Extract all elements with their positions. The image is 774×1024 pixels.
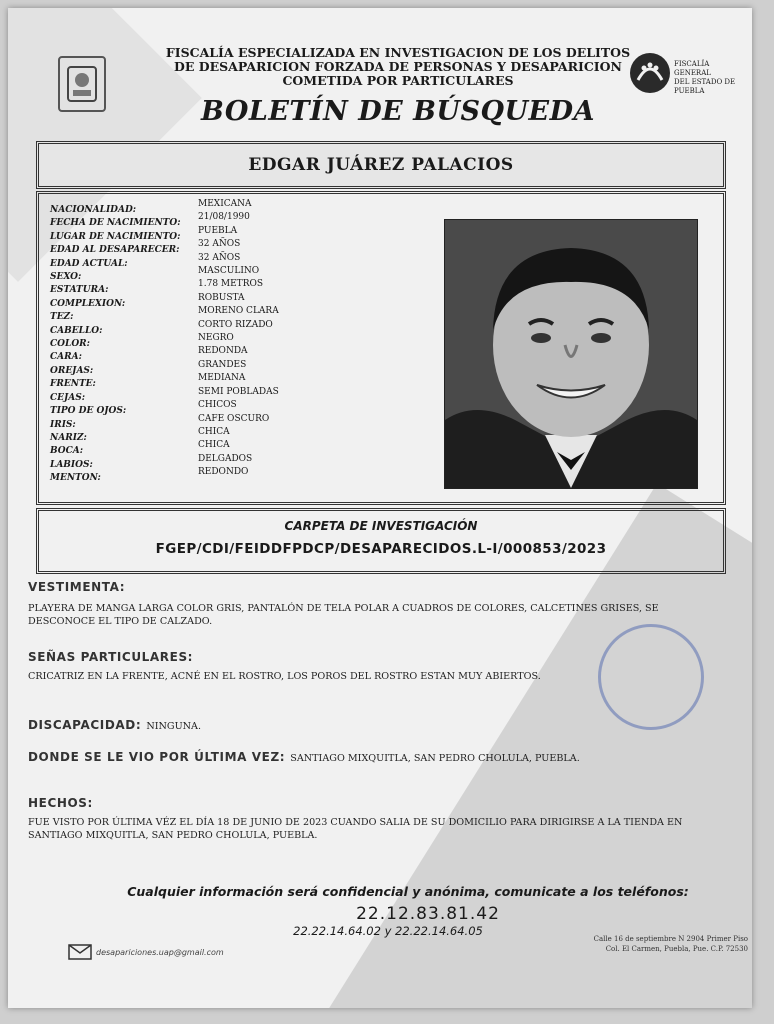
field-value: ROBUSTA	[198, 292, 245, 303]
case-file-box	[36, 508, 726, 574]
field-value: 21/08/1990	[198, 212, 250, 223]
disability-heading: DISCAPACIDAD:	[28, 718, 142, 732]
contact-info: Cualquier información será confidencial y anónima, comunicate a los teléfonos:	[127, 884, 689, 899]
field-value: MEDIANA	[198, 373, 246, 384]
phone-main: 22.12.83.81.42	[356, 904, 500, 924]
phone-secondary: 22.22.14.64.02 y 22.22.14.64.05	[293, 924, 483, 938]
field-label: IRIS:	[50, 419, 76, 430]
field-value: REDONDO	[198, 467, 249, 478]
field-value: MEXICANA	[198, 199, 252, 209]
logo-text-2: DEL ESTADO DE	[674, 78, 736, 86]
field-label: COMPLEXION:	[50, 298, 126, 309]
field-value: PUEBLA	[198, 225, 238, 236]
field-label: ESTATURA:	[50, 285, 109, 296]
field-label: NARIZ:	[50, 432, 87, 443]
field-value: DELGADOS	[198, 453, 253, 464]
case-file-label: CARPETA DE INVESTIGACIÓN	[284, 519, 478, 533]
field-value: NEGRO	[198, 333, 234, 344]
address-line-1: Calle 16 de septiembre N 2904 Primer Piso	[593, 935, 748, 943]
last-seen-heading: DONDE SE LE VIO POR ÚLTIMA VEZ:	[28, 750, 286, 764]
mail-icon	[68, 944, 92, 960]
field-value: SEMI POBLADAS	[198, 386, 279, 397]
field-value: CORTO RIZADO	[198, 319, 273, 330]
bulletin-title: BOLETÍN DE BÚSQUEDA	[201, 96, 595, 127]
field-value: GRANDES	[198, 359, 247, 370]
clothing-heading: VESTIMENTA:	[28, 580, 126, 594]
fiscalia-logo	[628, 48, 738, 100]
address-block	[528, 934, 748, 954]
logo-text-1: FISCALÍA GENERAL	[674, 60, 711, 77]
field-value: CHICA	[198, 426, 230, 437]
field-label: LUGAR DE NACIMIENTO:	[50, 231, 181, 242]
field-label: CABELLO:	[50, 325, 103, 336]
field-label: SEXO:	[50, 272, 82, 283]
facts-text: FUE VISTO POR ÚLTIMA VÉZ EL DÍA 18 DE JUNIO DE 2023 CUANDO SALIA DE SU DOMICILIO PARA DIRIGIRSE A LA TIENDA EN SANTIAGO MIXQUITLA, SAN PEDRO CHOLULA, PUEBLA.	[28, 817, 683, 841]
marks-heading: SEÑAS PARTICULARES:	[28, 650, 194, 664]
field-value: 32 AÑOS	[198, 239, 241, 250]
header-line-1: FISCALÍA ESPECIALIZADA EN INVESTIGACION DE LOS DELITOS	[165, 45, 631, 60]
field-label: OREJAS:	[50, 365, 94, 376]
field-label: CARA:	[50, 352, 82, 363]
field-values	[198, 198, 378, 480]
last-seen-line	[28, 746, 728, 765]
marks-text: CRICATRIZ EN LA FRENTE, ACNÉ EN EL ROSTRO, LOS POROS DEL ROSTRO ESTAN MUY ABIERTOS.	[28, 671, 541, 682]
header-line-2: DE DESAPARICION FORZADA DE PERSONAS Y DESAPARICION	[174, 59, 622, 74]
logo-text-3: PUEBLA	[674, 87, 705, 95]
person-photo	[444, 219, 698, 489]
official-stamp-icon	[598, 624, 704, 730]
email-line	[68, 944, 224, 960]
person-name-box	[36, 141, 726, 189]
person-name: EDGAR JUÁREZ PALACIOS	[248, 155, 514, 175]
clothing-text: PLAYERA DE MANGA LARGA COLOR GRIS, PANTALÓN DE TELA POLAR A CUADROS DE COLORES, CALCETINES GRISES, SE DESCONOCE EL TIPO DE CALZADO.	[28, 603, 659, 627]
field-value: REDONDA	[198, 346, 248, 357]
person-portrait-icon	[445, 220, 697, 488]
field-label: EDAD ACTUAL:	[50, 258, 128, 269]
field-label: FECHA DE NACIMIENTO:	[50, 218, 181, 229]
field-labels	[50, 204, 190, 486]
field-label: TIPO DE OJOS:	[50, 406, 127, 417]
field-label: FRENTE:	[50, 379, 96, 390]
disability-value: NINGUNA.	[146, 721, 202, 732]
agency-header	[158, 46, 638, 88]
state-seal-icon	[58, 56, 106, 112]
field-value: 32 AÑOS	[198, 252, 241, 263]
field-label: TEZ:	[50, 312, 74, 323]
field-label: COLOR:	[50, 339, 90, 350]
address-line-2: Col. El Carmen, Puebla, Pue. C.P. 72530	[605, 945, 748, 953]
field-label: EDAD AL DESAPARECER:	[50, 245, 180, 256]
field-value: 1.78 METROS	[198, 279, 264, 290]
facts-heading: HECHOS:	[28, 796, 93, 810]
field-value: CHICA	[198, 440, 230, 451]
bulletin-sheet	[8, 8, 752, 1008]
header-line-3: COMETIDA POR PARTICULARES	[282, 73, 514, 88]
field-label: LABIOS:	[50, 459, 93, 470]
field-label: BOCA:	[50, 446, 84, 457]
case-file-number: FGEP/CDI/FEIDDFPDCP/DESAPARECIDOS.L-I/000853/2023	[155, 541, 607, 557]
field-value: MORENO CLARA	[198, 306, 279, 317]
field-value: MASCULINO	[198, 266, 260, 277]
disability-line	[28, 714, 201, 733]
field-value: CAFE OSCURO	[198, 413, 270, 424]
fiscalia-logo-icon	[628, 48, 672, 98]
last-seen-value: SANTIAGO MIXQUITLA, SAN PEDRO CHOLULA, PUEBLA.	[290, 753, 580, 764]
email-text: desapariciones.uap@gmail.com	[96, 947, 224, 957]
field-label: CEJAS:	[50, 392, 86, 403]
field-label: NACIONALIDAD:	[50, 205, 137, 215]
field-label: MENTON:	[50, 473, 101, 484]
field-value: CHICOS	[198, 400, 237, 411]
